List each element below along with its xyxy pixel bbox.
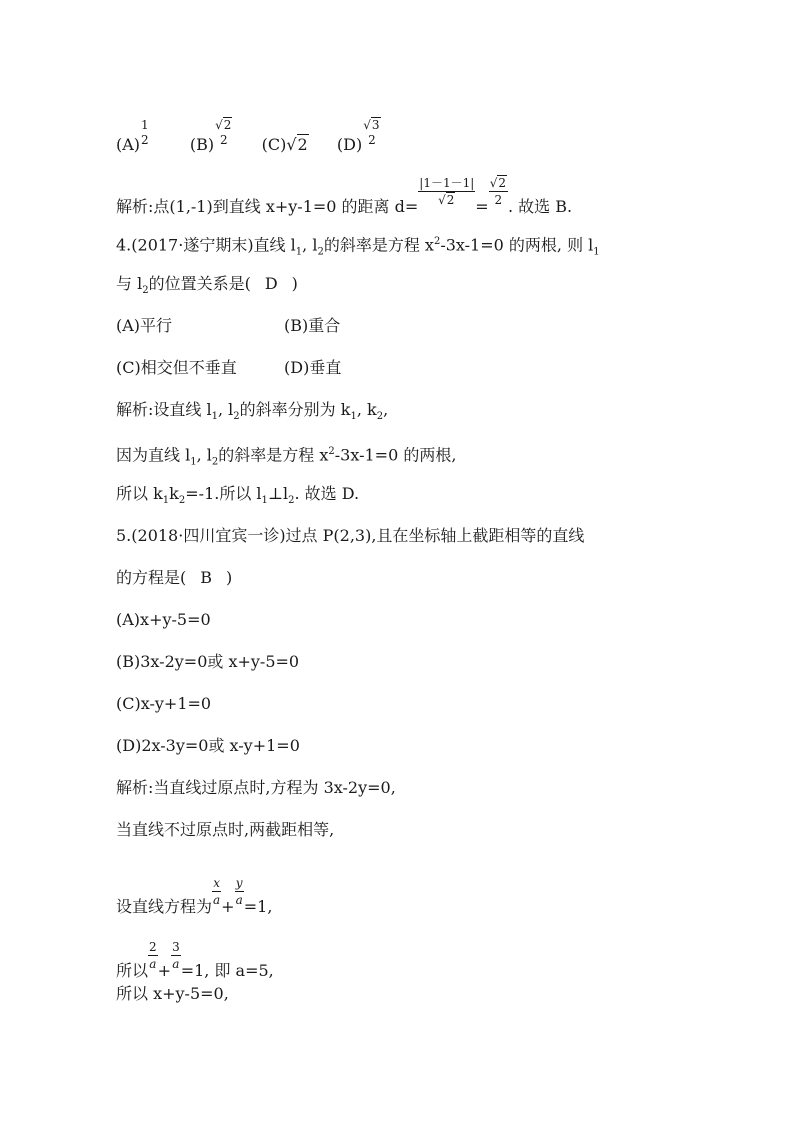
sqrt-symbol: √3: [363, 118, 380, 132]
y-over-a-fraction: $\frac{y}{a}$: [235, 876, 243, 907]
fraction-denominator: 2: [219, 133, 228, 147]
q5-analysis-line-3: 设直线方程为 $\frac{x}{a}$ + $\frac{y}{a}$ =1,: [116, 876, 273, 916]
q5-stem-line-2: 的方程是( B ): [116, 568, 233, 587]
q4-stem-line-1: 4.(2017·遂宁期末)直线 $l_1$, $l_2$的斜率是方程 $x^2-3x-1=0$ 的两根, 则 $l_1$: [116, 235, 600, 258]
q4-analysis-line-1: 解析:设直线 $l_1$, $l_2$的斜率分别为 $k_1$, $k_2$,: [116, 400, 389, 423]
q5-option-d: (D)2x-3y=0或 x-y+1=0: [116, 736, 300, 755]
q5-answer: B: [200, 568, 213, 587]
fraction-bar: [489, 191, 508, 192]
fraction-denominator: 2: [368, 133, 376, 147]
fraction-numerator: √2: [489, 176, 506, 190]
x-over-a-fraction: $\frac{x}{a}$: [213, 876, 221, 907]
fraction-numerator: [214, 118, 233, 132]
q3-analysis-line: [116, 176, 572, 217]
q5-analysis-line-2: 当直线不过原点时,两截距相等,: [116, 820, 335, 839]
q4-stem-line-2: 与 $l_2$的位置关系是( D ): [116, 274, 298, 297]
q5-analysis-line-4: 所以 $\frac{2}{a}$ + $\frac{3}{a}$ =1, 即 a=5,: [116, 940, 274, 980]
two-over-a-fraction: $\frac{2}{a}$: [149, 940, 157, 971]
q4-answer: D: [264, 274, 278, 293]
q5-option-a: (A)x+y-5=0: [116, 610, 211, 629]
q3-option-d-label: (D): [336, 135, 363, 154]
q3-option-c-label: (C): [261, 135, 287, 154]
fraction-numerator: |1－1－1|: [419, 176, 475, 190]
q3-analysis-conclusion: . 故选 B.: [507, 197, 573, 216]
q4-option-d: (D)垂直: [284, 358, 342, 377]
q3-options-line: [116, 118, 382, 155]
q5-stem-line-1: 5.(2018·四川宜宾一诊)过点 P(2,3),且在坐标轴上截距相等的直线: [116, 526, 585, 545]
q5-analysis-line-1: 解析:当直线过原点时,方程为 3x-2y=0,: [116, 778, 396, 797]
q3-option-a-fraction: [140, 118, 150, 147]
q4-option-c: (C)相交但不垂直: [116, 358, 237, 377]
q4-analysis-line-2: 因为直线 $l_1$, $l_2$的斜率是方程 $x^2-3x-1=0$ 的两根,: [116, 445, 457, 468]
q4-options-row-1: [116, 316, 340, 336]
fraction-denominator: 2: [141, 133, 149, 147]
q5-option-c: (C)x-y+1=0: [116, 694, 212, 713]
fraction-numerator: [362, 118, 381, 132]
three-over-a-fraction: $\frac{3}{a}$: [172, 940, 180, 971]
q3-option-b-fraction: [214, 118, 233, 147]
q3-distance-fraction: [418, 176, 475, 207]
q4-option-a: (A)平行: [116, 316, 173, 335]
q3-analysis-text: 解析:点(1,-1)到直线 x+y-1=0 的距离 d=: [116, 197, 419, 216]
equals-sign: =: [475, 197, 489, 216]
q3-option-d-fraction: [362, 118, 381, 147]
fraction-numerator: 1: [141, 118, 149, 132]
fraction-denominator: 2: [494, 193, 503, 207]
q3-option-b-label: (B): [189, 135, 215, 154]
q3-result-fraction: [489, 176, 508, 207]
q3-option-c-sqrt: √2: [286, 135, 308, 154]
sqrt-symbol: √2: [215, 118, 232, 132]
q4-analysis-line-3: 所以 $k_1k_2=-1$.所以 $l_1\perp l_2$. 故选 D.: [116, 484, 360, 507]
fraction-denominator: √2: [438, 193, 455, 207]
q3-option-a-label: (A): [116, 135, 141, 154]
q4-options-row-2: [116, 358, 341, 378]
q5-analysis-line-5: 所以 x+y-5=0,: [116, 984, 229, 1003]
q5-option-b: (B)3x-2y=0或 x+y-5=0: [116, 652, 300, 671]
q4-option-b: (B)重合: [284, 316, 341, 335]
